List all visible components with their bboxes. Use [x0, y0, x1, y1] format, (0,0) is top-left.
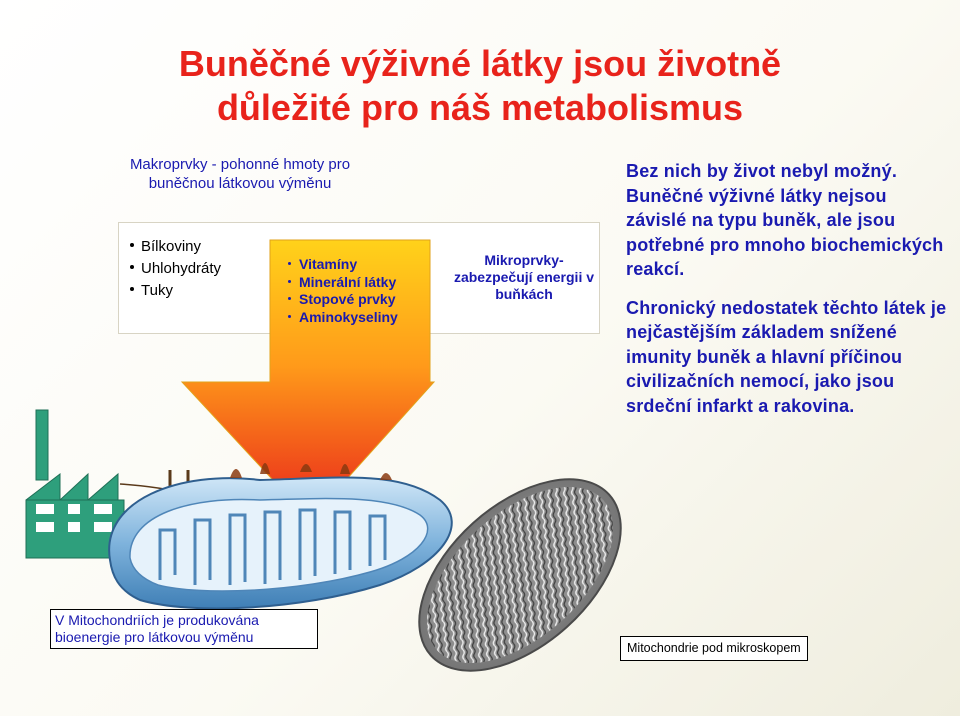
microscope-image: [384, 443, 656, 708]
paragraph-2: Chronický nedostatek těchto látek je nejčastějším základem snížené imunity buněk a hlavní příčinou civilizačních nemocí, jako jsou srdeční infarkt a rakovina.: [626, 297, 947, 416]
paragraph-1: Bez nich by život nebyl možný. Buněčné výživné látky nejsou závislé na typu buněk, ale jsou potřebné pro mnoho biochemických reakcí.: [626, 161, 944, 279]
mitochondrion-illustration: [109, 463, 452, 608]
explanation-text: [626, 159, 951, 432]
list-item: Stopové prvky: [288, 291, 398, 309]
factory-icon: [26, 410, 124, 558]
title-line-2: důležité pro náš metabolismus: [216, 87, 744, 128]
mitochondria-caption: V Mitochondriích je produkována bioenergie pro látkovou výměnu: [50, 609, 318, 649]
list-item: Minerální látky: [288, 274, 398, 292]
list-item: Aminokyseliny: [288, 309, 398, 327]
macronutrients-list: [130, 236, 221, 302]
microscope-caption: Mitochondrie pod mikroskopem: [620, 636, 808, 661]
list-item: Vitamíny: [288, 256, 398, 274]
micronutrients-list: [288, 256, 398, 326]
list-item: Bílkoviny: [130, 236, 221, 258]
micronutrients-caption: Mikroprvky- zabezpečují energii v buňkách: [453, 252, 595, 302]
macronutrients-caption: Makroprvky - pohonné hmoty pro buněčnou látkovou výměnu: [129, 156, 351, 192]
list-item: Uhlohydráty: [130, 258, 221, 280]
list-item: Tuky: [130, 280, 221, 302]
title-line-1: Buněčné výživné látky jsou životně: [178, 43, 782, 84]
